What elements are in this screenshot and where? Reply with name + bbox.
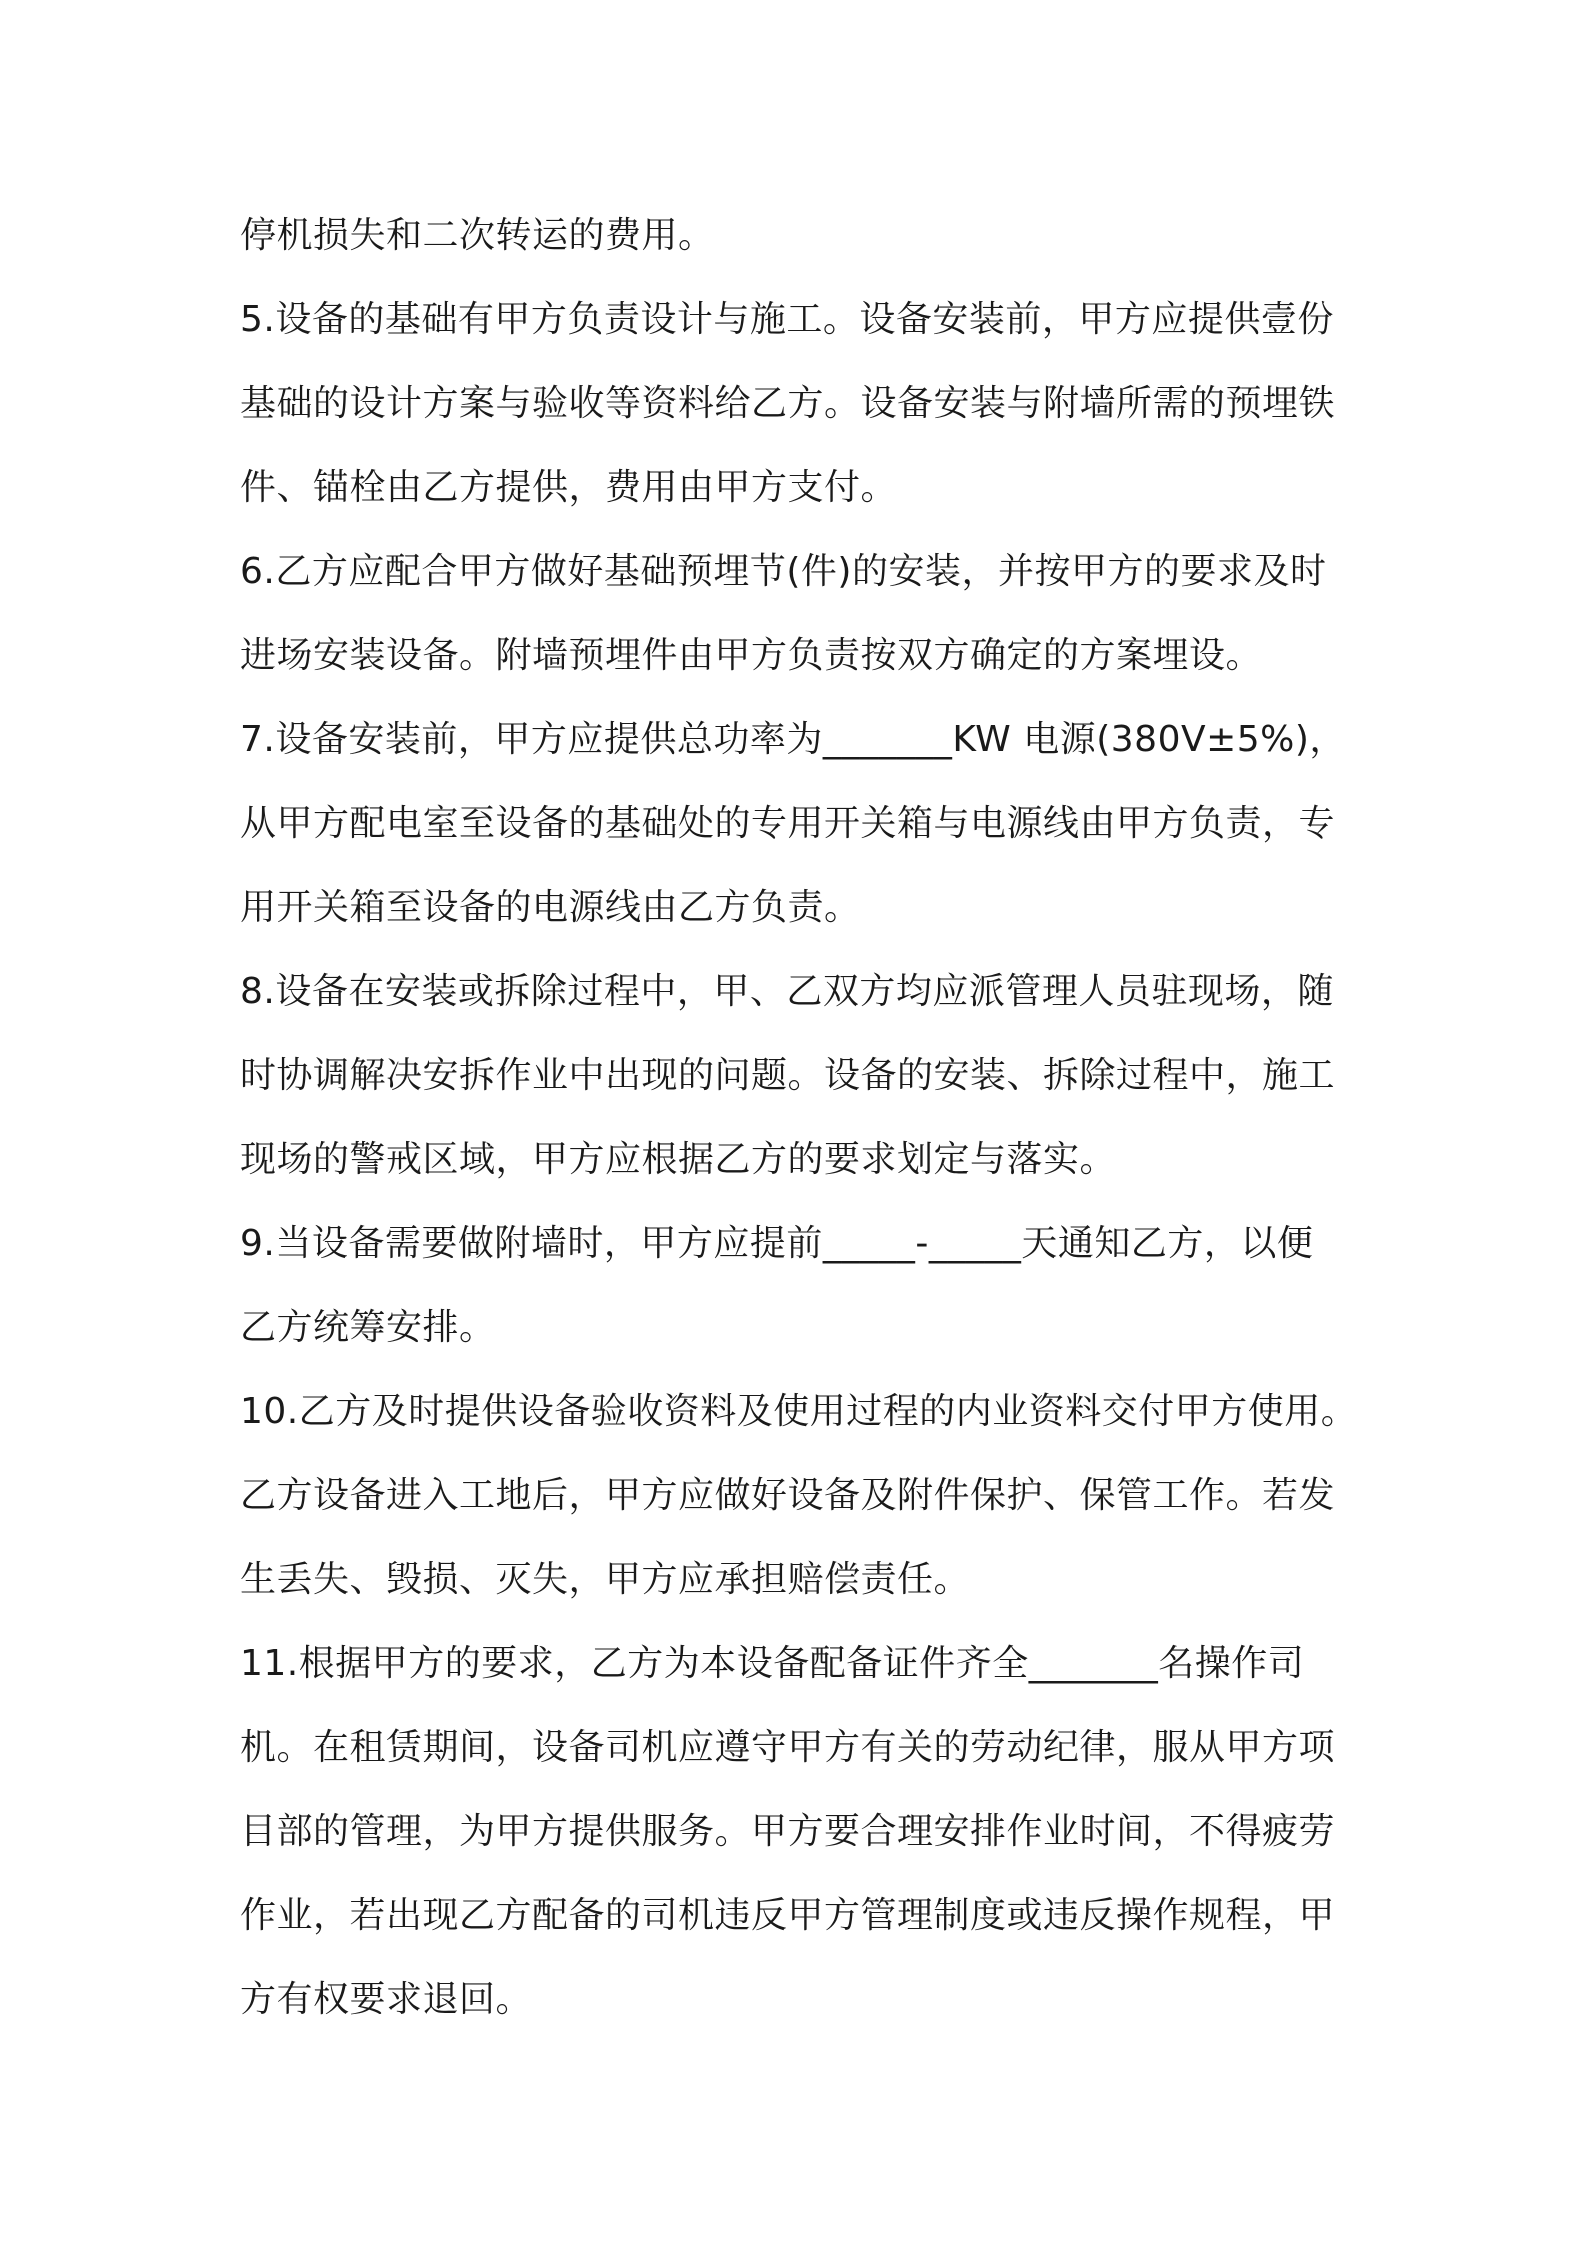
text-line: 从甲方配电室至设备的基础处的专用开关箱与电源线由甲方负责，专 — [240, 803, 1336, 844]
text-line: 用开关箱至设备的电源线由乙方负责。 — [240, 887, 861, 928]
text-line: 停机损失和二次转运的费用。 — [240, 215, 715, 256]
text-line: 件、锚栓由乙方提供，费用由甲方支付。 — [240, 467, 898, 508]
text-line: 现场的警戒区域，甲方应根据乙方的要求划定与落实。 — [240, 1139, 1117, 1180]
text-line: 乙方统筹安排。 — [240, 1307, 496, 1348]
text-line: 生丢失、毁损、灭失，甲方应承担赔偿责任。 — [240, 1559, 971, 1600]
text-line: 时协调解决安拆作业中出现的问题。设备的安装、拆除过程中，施工 — [240, 1055, 1336, 1096]
text-line: 10.乙方及时提供设备验收资料及使用过程的内业资料交付甲方使用。 — [240, 1391, 1358, 1432]
text-line: 机。在租赁期间，设备司机应遵守甲方有关的劳动纪律，服从甲方项 — [240, 1727, 1336, 1768]
text-line: 7.设备安装前，甲方应提供总功率为_______KW 电源(380V±5%)， — [240, 719, 1346, 760]
text-line: 9.当设备需要做附墙时，甲方应提前_____-_____天通知乙方，以便 — [240, 1223, 1314, 1264]
text-line: 作业，若出现乙方配备的司机违反甲方管理制度或违反操作规程，甲 — [240, 1895, 1336, 1936]
text-line: 5.设备的基础有甲方负责设计与施工。设备安装前，甲方应提供壹份 — [240, 299, 1334, 340]
text-line: 6.乙方应配合甲方做好基础预埋节(件)的安装，并按甲方的要求及时 — [240, 551, 1327, 592]
text-line: 8.设备在安装或拆除过程中，甲、乙双方均应派管理人员驻现场，随 — [240, 971, 1334, 1012]
text-line: 方有权要求退回。 — [240, 1979, 533, 2020]
document-body — [240, 194, 1370, 2042]
text-line: 进场安装设备。附墙预埋件由甲方负责按双方确定的方案埋设。 — [240, 635, 1263, 676]
text-line: 基础的设计方案与验收等资料给乙方。设备安装与附墙所需的预埋铁 — [240, 383, 1336, 424]
text-line: 11.根据甲方的要求，乙方为本设备配备证件齐全_______名操作司 — [240, 1643, 1305, 1684]
text-line: 乙方设备进入工地后，甲方应做好设备及附件保护、保管工作。若发 — [240, 1475, 1336, 1516]
text-line: 目部的管理，为甲方提供服务。甲方要合理安排作业时间，不得疲劳 — [240, 1811, 1336, 1852]
